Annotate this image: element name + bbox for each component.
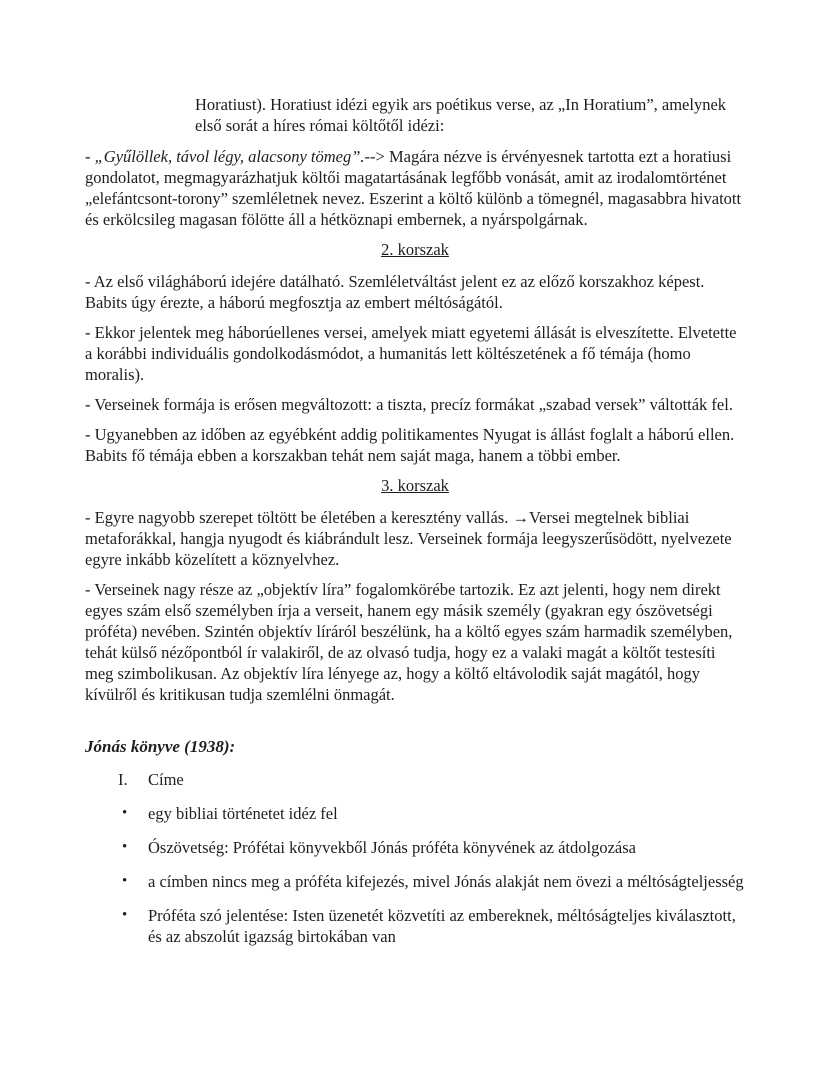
bullet-list-item [85,803,745,824]
intro-paragraph: Horatiust). Horatiust idézi egyik ars poétikus verse, az „In Horatium”, amelynek első sorát a híres római költőtől idézi: [195,95,727,135]
roman-numeral-marker: I. [118,770,128,789]
bullet-list-item [85,905,745,947]
body-paragraph: - Verseinek formája is erősen megváltozott: a tiszta, precíz formákat „szabad versek” váltották fel. [85,395,733,414]
bullet-icon: • [122,873,128,889]
body-paragraph: - Az első világháború idejére datálható. Szemléletváltást jelent ez az előző korszakhoz képest. Babits úgy érezte, a háború megfosztja az embert méltóságától. [85,272,705,312]
section-heading-3: 3. korszak [381,476,449,495]
body-paragraph: - Ekkor jelentek meg háborúellenes versei, amelyek miatt egyetemi állását is elveszítette. Elvetette a korábbi individuális gondolkodásmódot, a humanitás lett költészetének a fő témája (homo moralis). [85,323,737,384]
body-paragraph: - Verseinek nagy része az „objektív líra” fogalomkörébe tartozik. Ez azt jelenti, hogy nem direkt egyes szám első személyben írja a verseit, hanem egy másik személy (gyakran egy ószövetségi próféta) nevében. Szintén objektív líráról beszélünk, ha a költő egyes szám harmadik személyben, tehát külső nézőpontból ír valakiről, de az olvasó tudja, hogy ez a valaki magát a költőt testesíti meg szimbolikusan. Az objektív líra lényege az, hogy a költő eltávolodik saját magától, hogy kívülről és kritikusan tudja szemlélni önmagát. [85,580,733,704]
bullet-icon: • [122,805,128,821]
bullet-text: egy bibliai történetet idéz fel [148,804,338,823]
quote-dash: - [85,147,95,166]
bullet-text: Próféta szó jelentése: Isten üzenetét közvetíti az embereknek, méltóságteljes kiválasztott, és az abszolút igazság birtokában van [148,906,736,946]
quote-paragraph [85,146,745,230]
bullet-icon: • [122,839,128,855]
bullet-icon: • [122,907,128,923]
roman-list-item [85,769,745,790]
bullet-list-item [85,837,745,858]
jonas-konyve-title: Jónás könyve (1938): [85,737,236,756]
bullet-text: a címben nincs meg a próféta kifejezés, mivel Jónás alakját nem övezi a méltóságteljesség [148,872,744,891]
bullet-list-item [85,871,745,892]
roman-item-label: Címe [148,770,184,789]
body-paragraph: - Egyre nagyobb szerepet töltött be életében a keresztény vallás. →Versei megtelnek bibliai metaforákkal, hangja nyugodt és kiábrándult lesz. Verseinek formája leegyszerűsödött, nyelvezete egyre inkább közelített a köznyelvhez. [85,508,732,569]
bullet-text: Ószövetség: Prófétai könyvekből Jónás próféta könyvének az átdolgozása [148,838,636,857]
quote-paragraph-rest: --> Magára nézve is érvényesnek tartotta ezt a horatiusi gondolatot, megmagyarázhatjuk költői magatartásának legfőbb vonását, amit az irodalomtörténet „elefántcsont-torony” szemléletnek nevez. Eszerint a költő különb a tömegnél, magasabbra hivatott és erkölcsileg magasan fölötte áll a hétköznapi embernek, a nyárspolgárnak. [85,147,742,229]
body-paragraph: - Ugyanebben az időben az egyébként addig politikamentes Nyugat is állást foglalt a háború ellen. Babits fő témája ebben a korszakban tehát nem saját maga, hanem a többi ember. [85,425,735,465]
horatius-quote: „Gyűlöllek, távol légy, alacsony tömeg”. [94,147,365,166]
section-heading-2: 2. korszak [381,240,449,259]
